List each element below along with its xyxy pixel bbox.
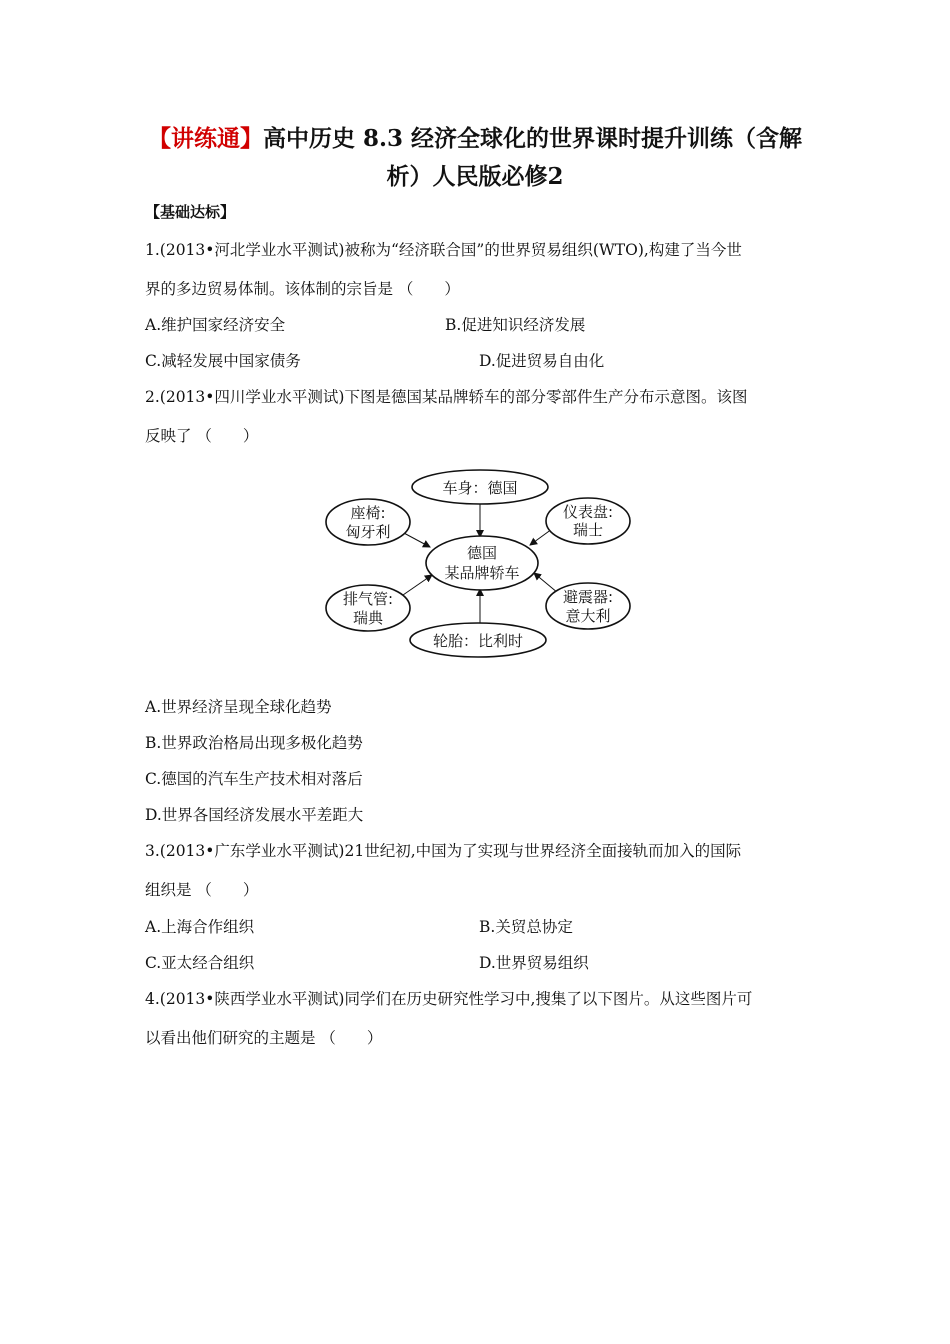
arrow-shock-to-car [534, 573, 558, 593]
question-4-line-2: 以看出他们研究的主题是 （ ） [145, 1029, 383, 1047]
exhaust-label-1: 排气管: [342, 590, 394, 608]
exhaust-label-2: 瑞典 [352, 609, 384, 627]
body-label: 车身：德国 [442, 479, 518, 497]
question-3-option-a: A.上海合作组织 [145, 918, 255, 936]
question-2-line-1: 2.(2013•四川学业水平测试)下图是德国某品牌轿车的部分零部件生产分布示意图。该图 [145, 388, 748, 406]
arrow-seat-to-car [402, 532, 430, 547]
title-prefix: 【讲练通】 [147, 125, 263, 152]
dashboard-label-2: 瑞士 [572, 521, 604, 539]
question-2-option-a: A.世界经济呈现全球化趋势 [145, 698, 332, 716]
question-2-line-2: 反映了 （ ） [145, 427, 259, 445]
dashboard-label-1: 仪表盘: [562, 503, 614, 521]
question-1-option-a: A.维护国家经济安全 [145, 316, 286, 334]
section-title: 【基础达标】 [145, 203, 236, 221]
shock-label-2: 意大利 [565, 607, 611, 625]
title-line-1: 【讲练通】高中历史 8.3 经济全球化的世界课时提升训练（含解 [147, 125, 803, 152]
arrow-dashboard-to-car [530, 529, 552, 545]
question-4-line-1: 4.(2013•陕西学业水平测试)同学们在历史研究性学习中,搜集了以下图片。从这些图片可 [145, 990, 753, 1008]
question-1-line-1: 1.(2013•河北学业水平测试)被称为“经济联合国”的世界贸易组织(WTO),构建了当今世 [145, 241, 742, 259]
question-3-option-d: D.世界贸易组织 [479, 954, 589, 972]
question-2-option-c: C.德国的汽车生产技术相对落后 [145, 770, 363, 788]
question-3-option-c: C.亚太经合组织 [145, 954, 255, 972]
question-1-option-d: D.促进贸易自由化 [479, 352, 605, 370]
question-1-option-c: C.减轻发展中国家债务 [145, 352, 301, 370]
question-1-option-b: B.促进知识经济发展 [445, 316, 586, 334]
question-3-line-1: 3.(2013•广东学业水平测试)21世纪初,中国为了实现与世界经济全面接轨而加入的国际 [145, 842, 742, 860]
seat-label-1: 座椅: [350, 504, 386, 522]
question-2-option-b: B.世界政治格局出现多极化趋势 [145, 734, 363, 752]
center-label-1: 德国 [466, 544, 498, 562]
arrow-exhaust-to-car [403, 575, 432, 595]
question-1-line-2: 界的多边贸易体制。该体制的宗旨是 （ ） [145, 280, 460, 298]
seat-label-2: 匈牙利 [345, 523, 391, 541]
shock-label-1: 避震器: [562, 588, 614, 606]
question-2-option-d: D.世界各国经济发展水平差距大 [145, 806, 364, 824]
title-line-2: 析）人民版必修2 [386, 163, 564, 190]
question-3-line-2: 组织是 （ ） [145, 881, 259, 899]
tire-label: 轮胎：比利时 [432, 632, 524, 650]
parts-distribution-diagram [320, 465, 640, 660]
question-3-option-b: B.关贸总协定 [479, 918, 573, 936]
page-title [120, 120, 830, 196]
center-label-2: 某品牌轿车 [444, 564, 520, 582]
